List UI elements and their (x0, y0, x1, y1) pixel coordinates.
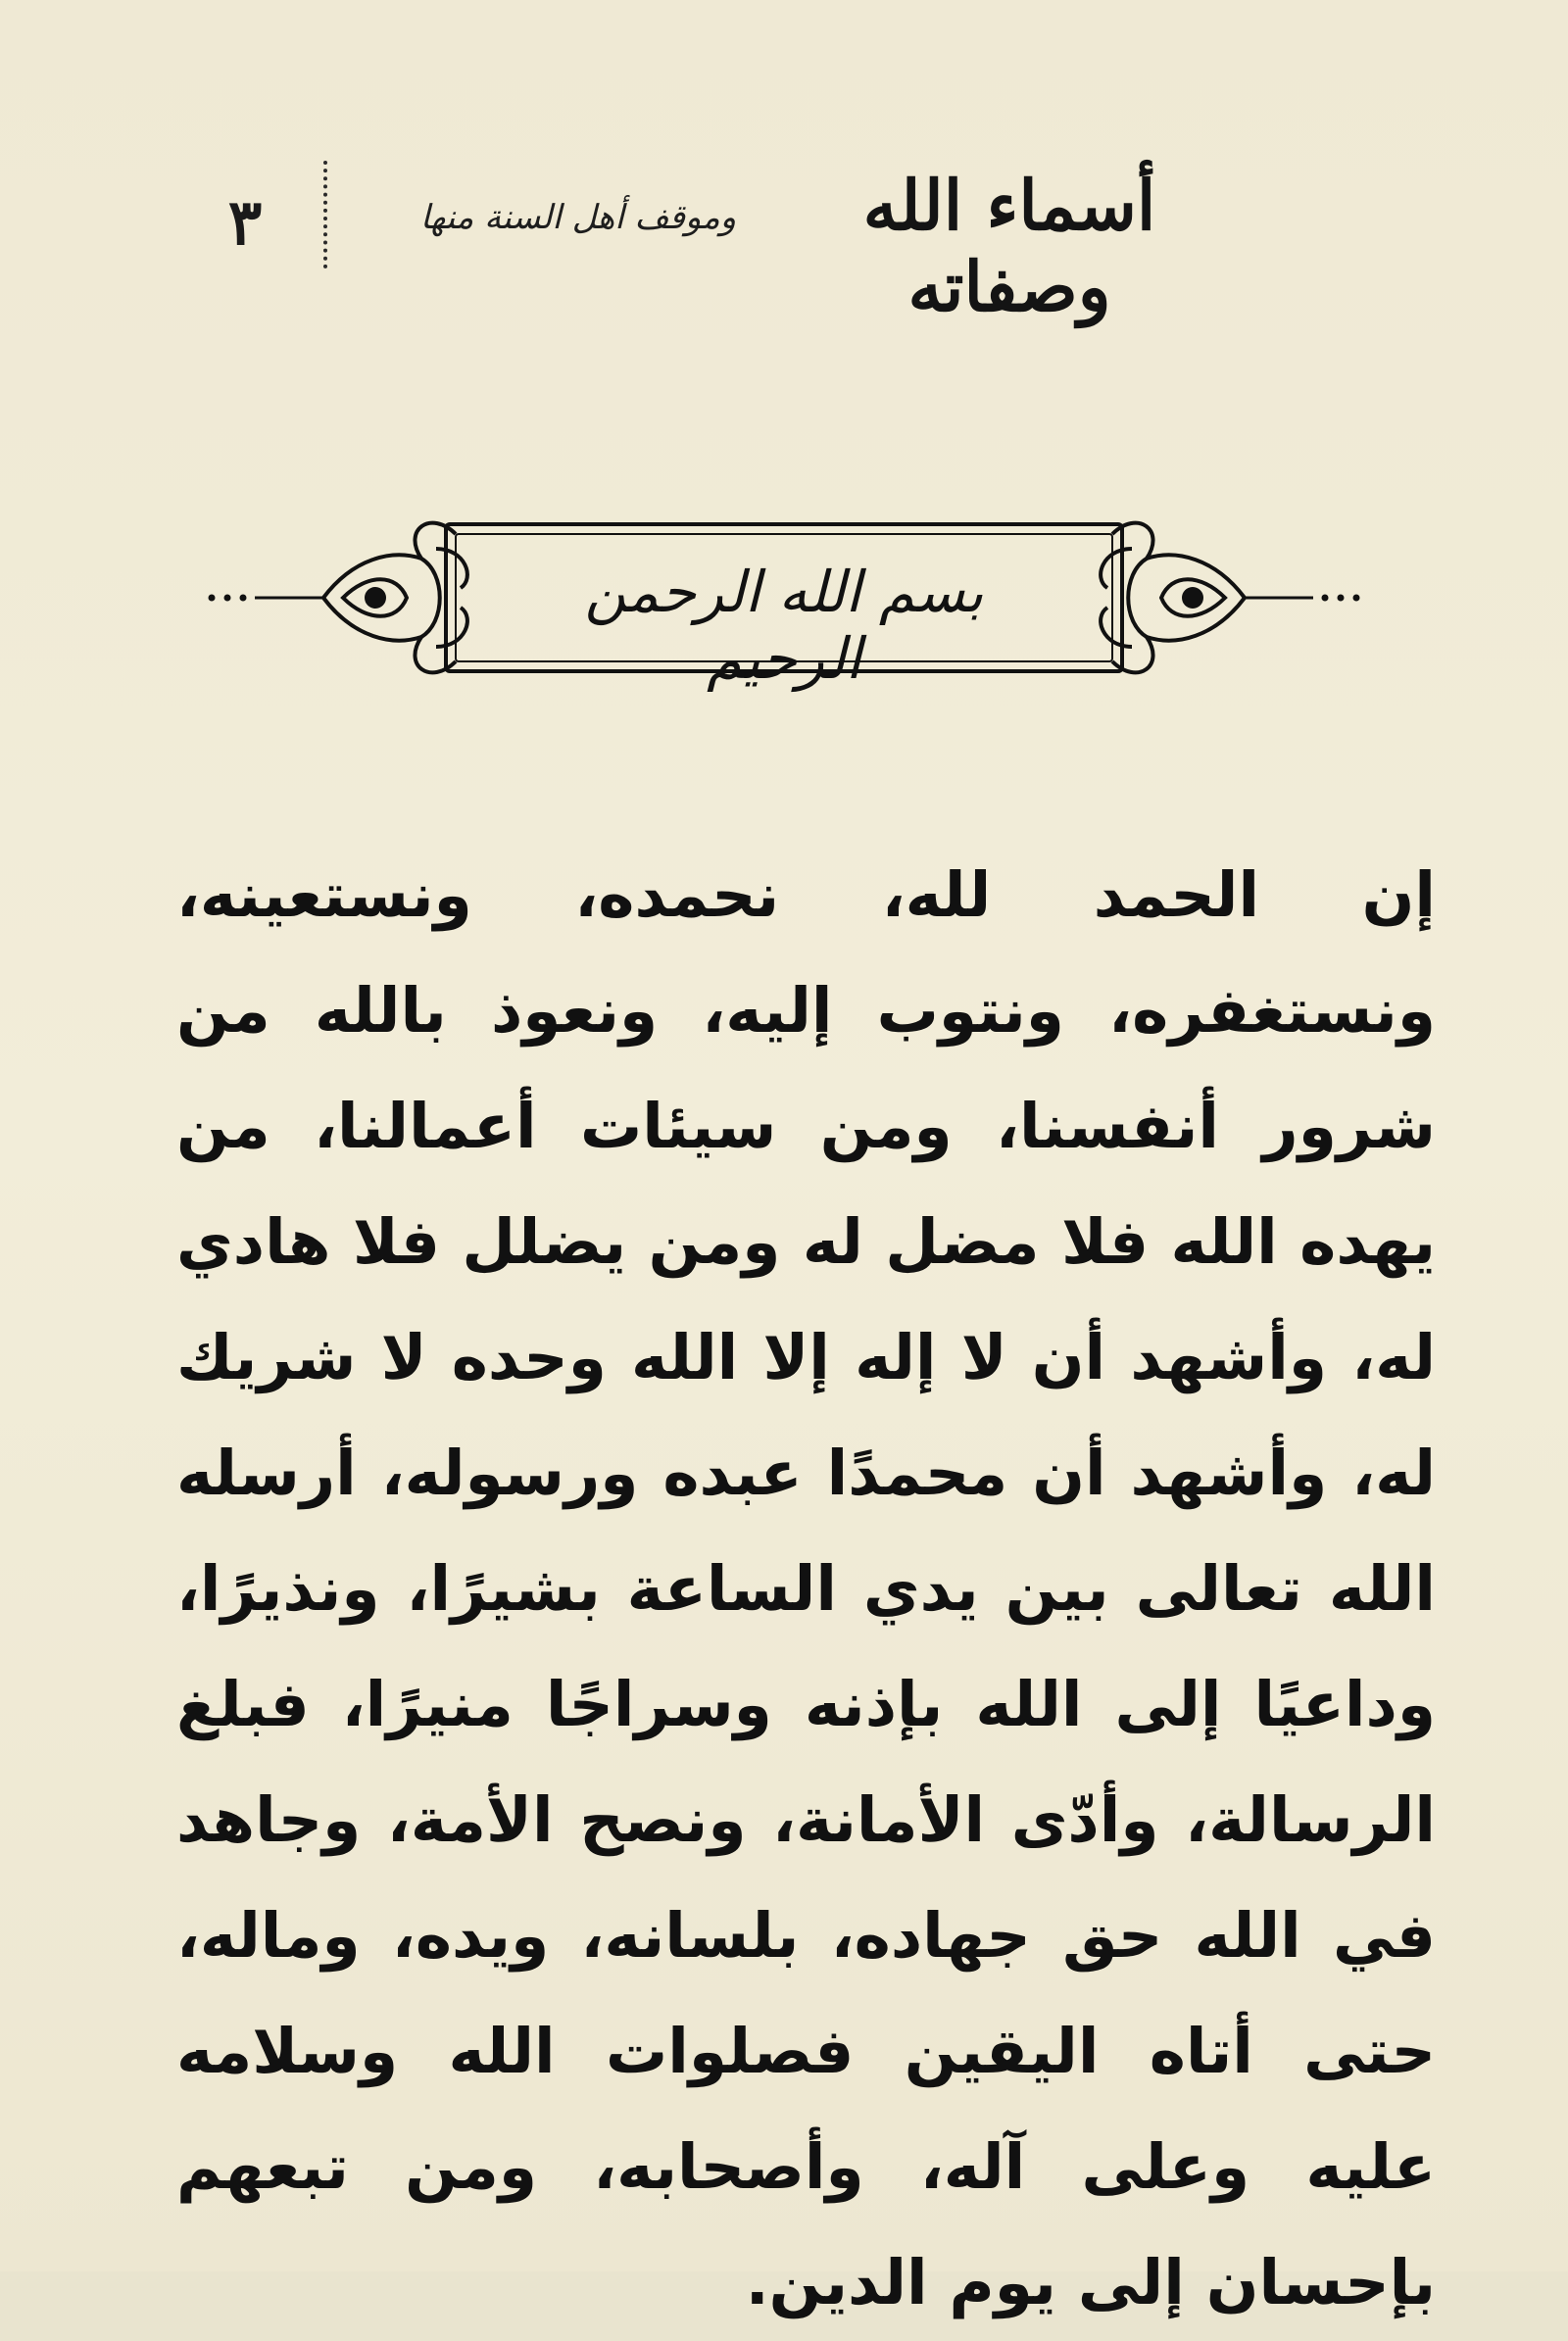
header-subtitle: وموقف أهل السنة منها (419, 198, 737, 237)
header-title: أسماء الله وصفاته (862, 165, 1156, 327)
basmala-ornament (196, 505, 1372, 691)
main-paragraph: إن الحمد لله، نحمده، ونستعينه، ونستغفره، ونتوب إليه، ونعوذ بالله من شرور أنفسنا، ومن سيئات أعمالنا، من يهده الله فلا مضل له ومن يضلل فلا هادي له، وأشهد أن لا إله إلا الله وحده لا شريك له، وأشهد أن محمدًا عبده ورسوله، أرسله الله تعالى بين يدي الساعة بشيرًا، ونذيرًا، وداعيًا إلى الله بإذنه وسراجًا منيرًا، فبلغ الرسالة، وأدّى الأمانة، ونصح الأمة، وجاهد في الله حق جهاده، بلسانه، ويده، وماله، حتى أتاه اليقين فصلوات الله وسلامه عليه وعلى آله، وأصحابه، ومن تبعهم بإحسان إلى يوم الدين. (176, 859, 1436, 2318)
page-number: ٣ (227, 186, 263, 260)
page-header (196, 147, 1254, 327)
basmala-text: بسم الله الرحمن الرحيم (584, 559, 984, 692)
header-divider (323, 161, 327, 268)
